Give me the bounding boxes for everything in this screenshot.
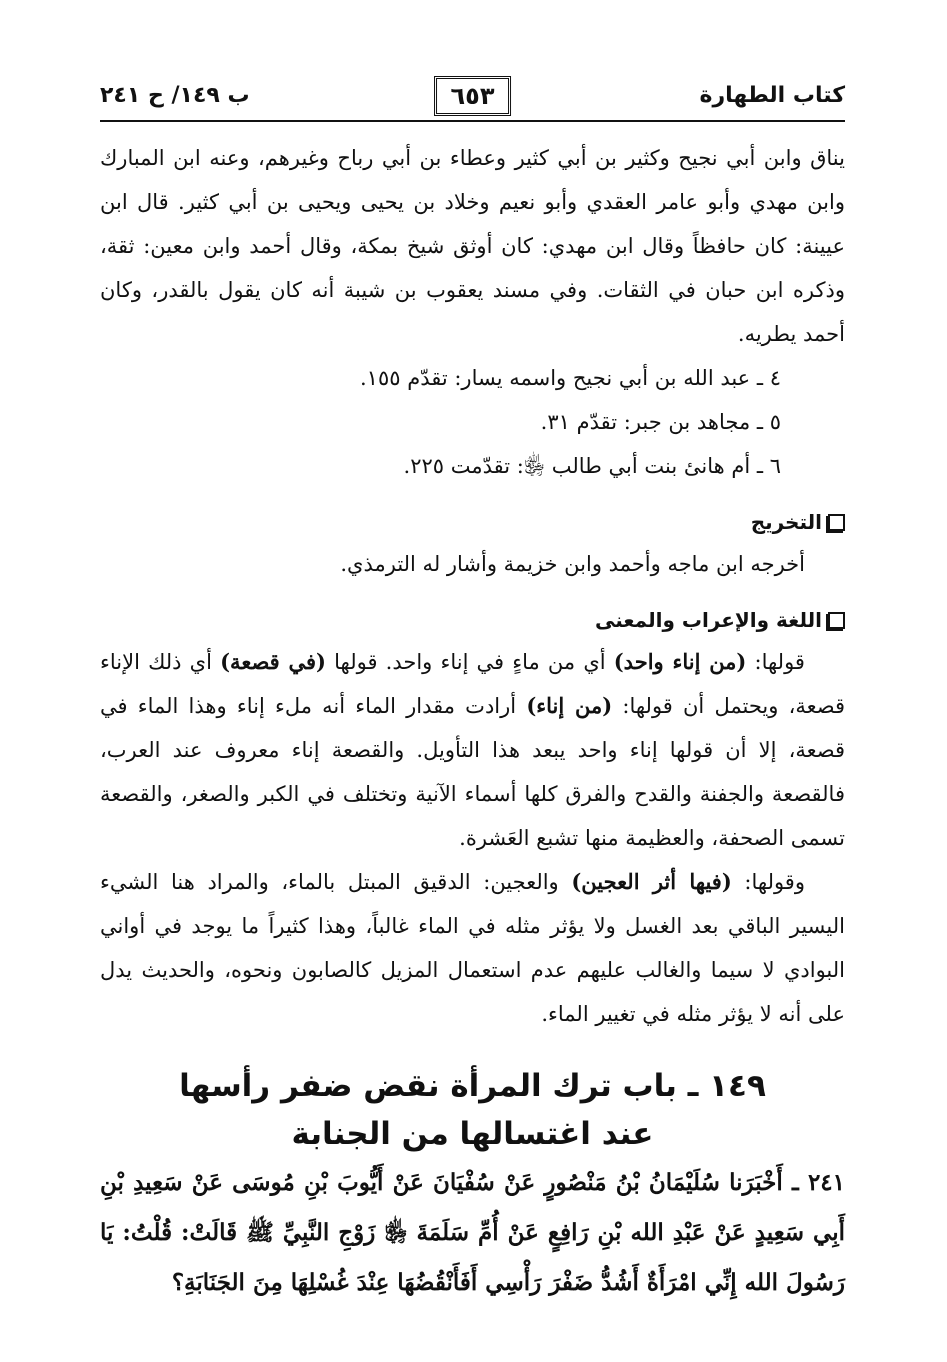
text-run: أي ذلك الإناء قصعة، ويحتمل أن قولها:: [100, 650, 845, 718]
narrator-paragraph: يناق وابن أبي نجيح وكثير بن أبي كثير وعطاء بن أبي رباح وغيرهم، وعنه ابن المبارك وابن مهدي وأبو عامر العقدي وأبو نعيم وخلاد بن يحيى ويحيى بن أبي كثير. قال ابن عيينة: كان حافظاً وقال ابن مهدي: كان أوثق شيخ بمكة، وقال أحمد وابن معين: ثقة، وذكره ابن حبان في الثقات. وفي مسند يعقوب بن شيبة أنه كان يقول بالقدر، وكان أحمد يطريه.: [100, 146, 845, 346]
chapter-reference: ب ١٤٩/ ح ٢٤١: [100, 82, 250, 108]
quoted-phrase: (من إناء): [526, 693, 613, 718]
text-run: أي من ماءٍ في إناء واحد. قولها: [325, 650, 614, 674]
narrator-item: ٦ ـ أم هانئ بنت أبي طالب ﵂: تقدّمت ٢٢٥.: [403, 454, 781, 478]
book-page: [100, 70, 845, 1308]
text-run: وقولها:: [731, 870, 805, 894]
text-run: والعجين: الدقيق المبتل بالماء، والمراد هنا الشيء اليسير الباقي بعد الغسل ولا يؤثر مثله في الماء غالباً، وهذا كثيراً ما يوجد في أواني البوادي لا سيما والغالب عليهم عدم استعمال المزيل كالصابون ونحوه، والحديث يدل على أنه لا يؤثر مثله في تغيير الماء.: [100, 870, 845, 1026]
chapter-title-line-2: عند اغتسالها من الجنابة: [291, 1116, 654, 1152]
narrator-item: ٤ ـ عبد الله بن أبي نجيح واسمه يسار: تقدّم ١٥٥.: [359, 366, 781, 390]
language-heading: [100, 600, 845, 640]
square-bullet-icon: [828, 612, 845, 629]
takhrij-heading: [100, 502, 845, 542]
hadith-text: ٢٤١ ـ أَخْبَرَنا سُلَيْمَانُ بْنُ مَنْصُورٍ عَنْ سُفْيَانَ عَنْ أَيُّوبَ بْنِ مُوسَى عَنْ سَعِيدِ بْنِ أَبِي سَعِيدٍ عَنْ عَبْدِ الله بْنِ رَافِعٍ عَنْ أُمِّ سَلَمَةَ ﵂ زَوْجِ النَّبِيِّ ﷺ قَالَتْ: قُلْتُ: يَا رَسُولَ الله إِنِّي امْرَأَةٌ أَشُدُّ ضَفْرَ رَأْسِي أَفَأَنْقُضُهَا عِنْدَ غُسْلِهَا مِنَ الجَنَابَةِ؟: [100, 1169, 845, 1296]
quoted-phrase: (في قصعة): [220, 649, 326, 674]
language-paragraph-2: [100, 860, 845, 1036]
takhrij-heading-text: التخريج: [750, 510, 822, 534]
chapter-title-line-1: ١٤٩ ـ باب ترك المرأة نقض ضفر رأسها: [179, 1068, 766, 1104]
page-number: ٦٥٣: [434, 76, 512, 116]
chapter-title: [100, 1062, 845, 1158]
narrator-item: ٥ ـ مجاهد بن جبر: تقدّم ٣١.: [540, 410, 781, 434]
quoted-phrase: (فيها أثر العجين): [571, 869, 732, 894]
book-title: كتاب الطهارة: [699, 82, 845, 108]
page-header: [100, 70, 845, 122]
text-run: قولها:: [746, 650, 805, 674]
square-bullet-icon: [828, 514, 845, 531]
language-heading-text: اللغة والإعراب والمعنى: [594, 608, 822, 632]
takhrij-text: أخرجه ابن ماجه وأحمد وابن خزيمة وأشار له الترمذي.: [340, 552, 805, 576]
text-run: أرادت مقدار الماء أنه ملء إناء وهذا الماء في قصعة، إلا أن قولها إناء واحد يبعد هذا التأويل. والقصعة إناء معروف عند العرب، فالقصعة والجفنة والقدح والفرق كلها أسماء الآنية وتختلف في الكبر والصغر، والقصعة تسمى الصحفة، والعظيمة منها تشبع العَشرة.: [100, 694, 845, 850]
language-paragraph-1: [100, 640, 845, 860]
quoted-phrase: (من إناء واحد): [613, 649, 747, 674]
